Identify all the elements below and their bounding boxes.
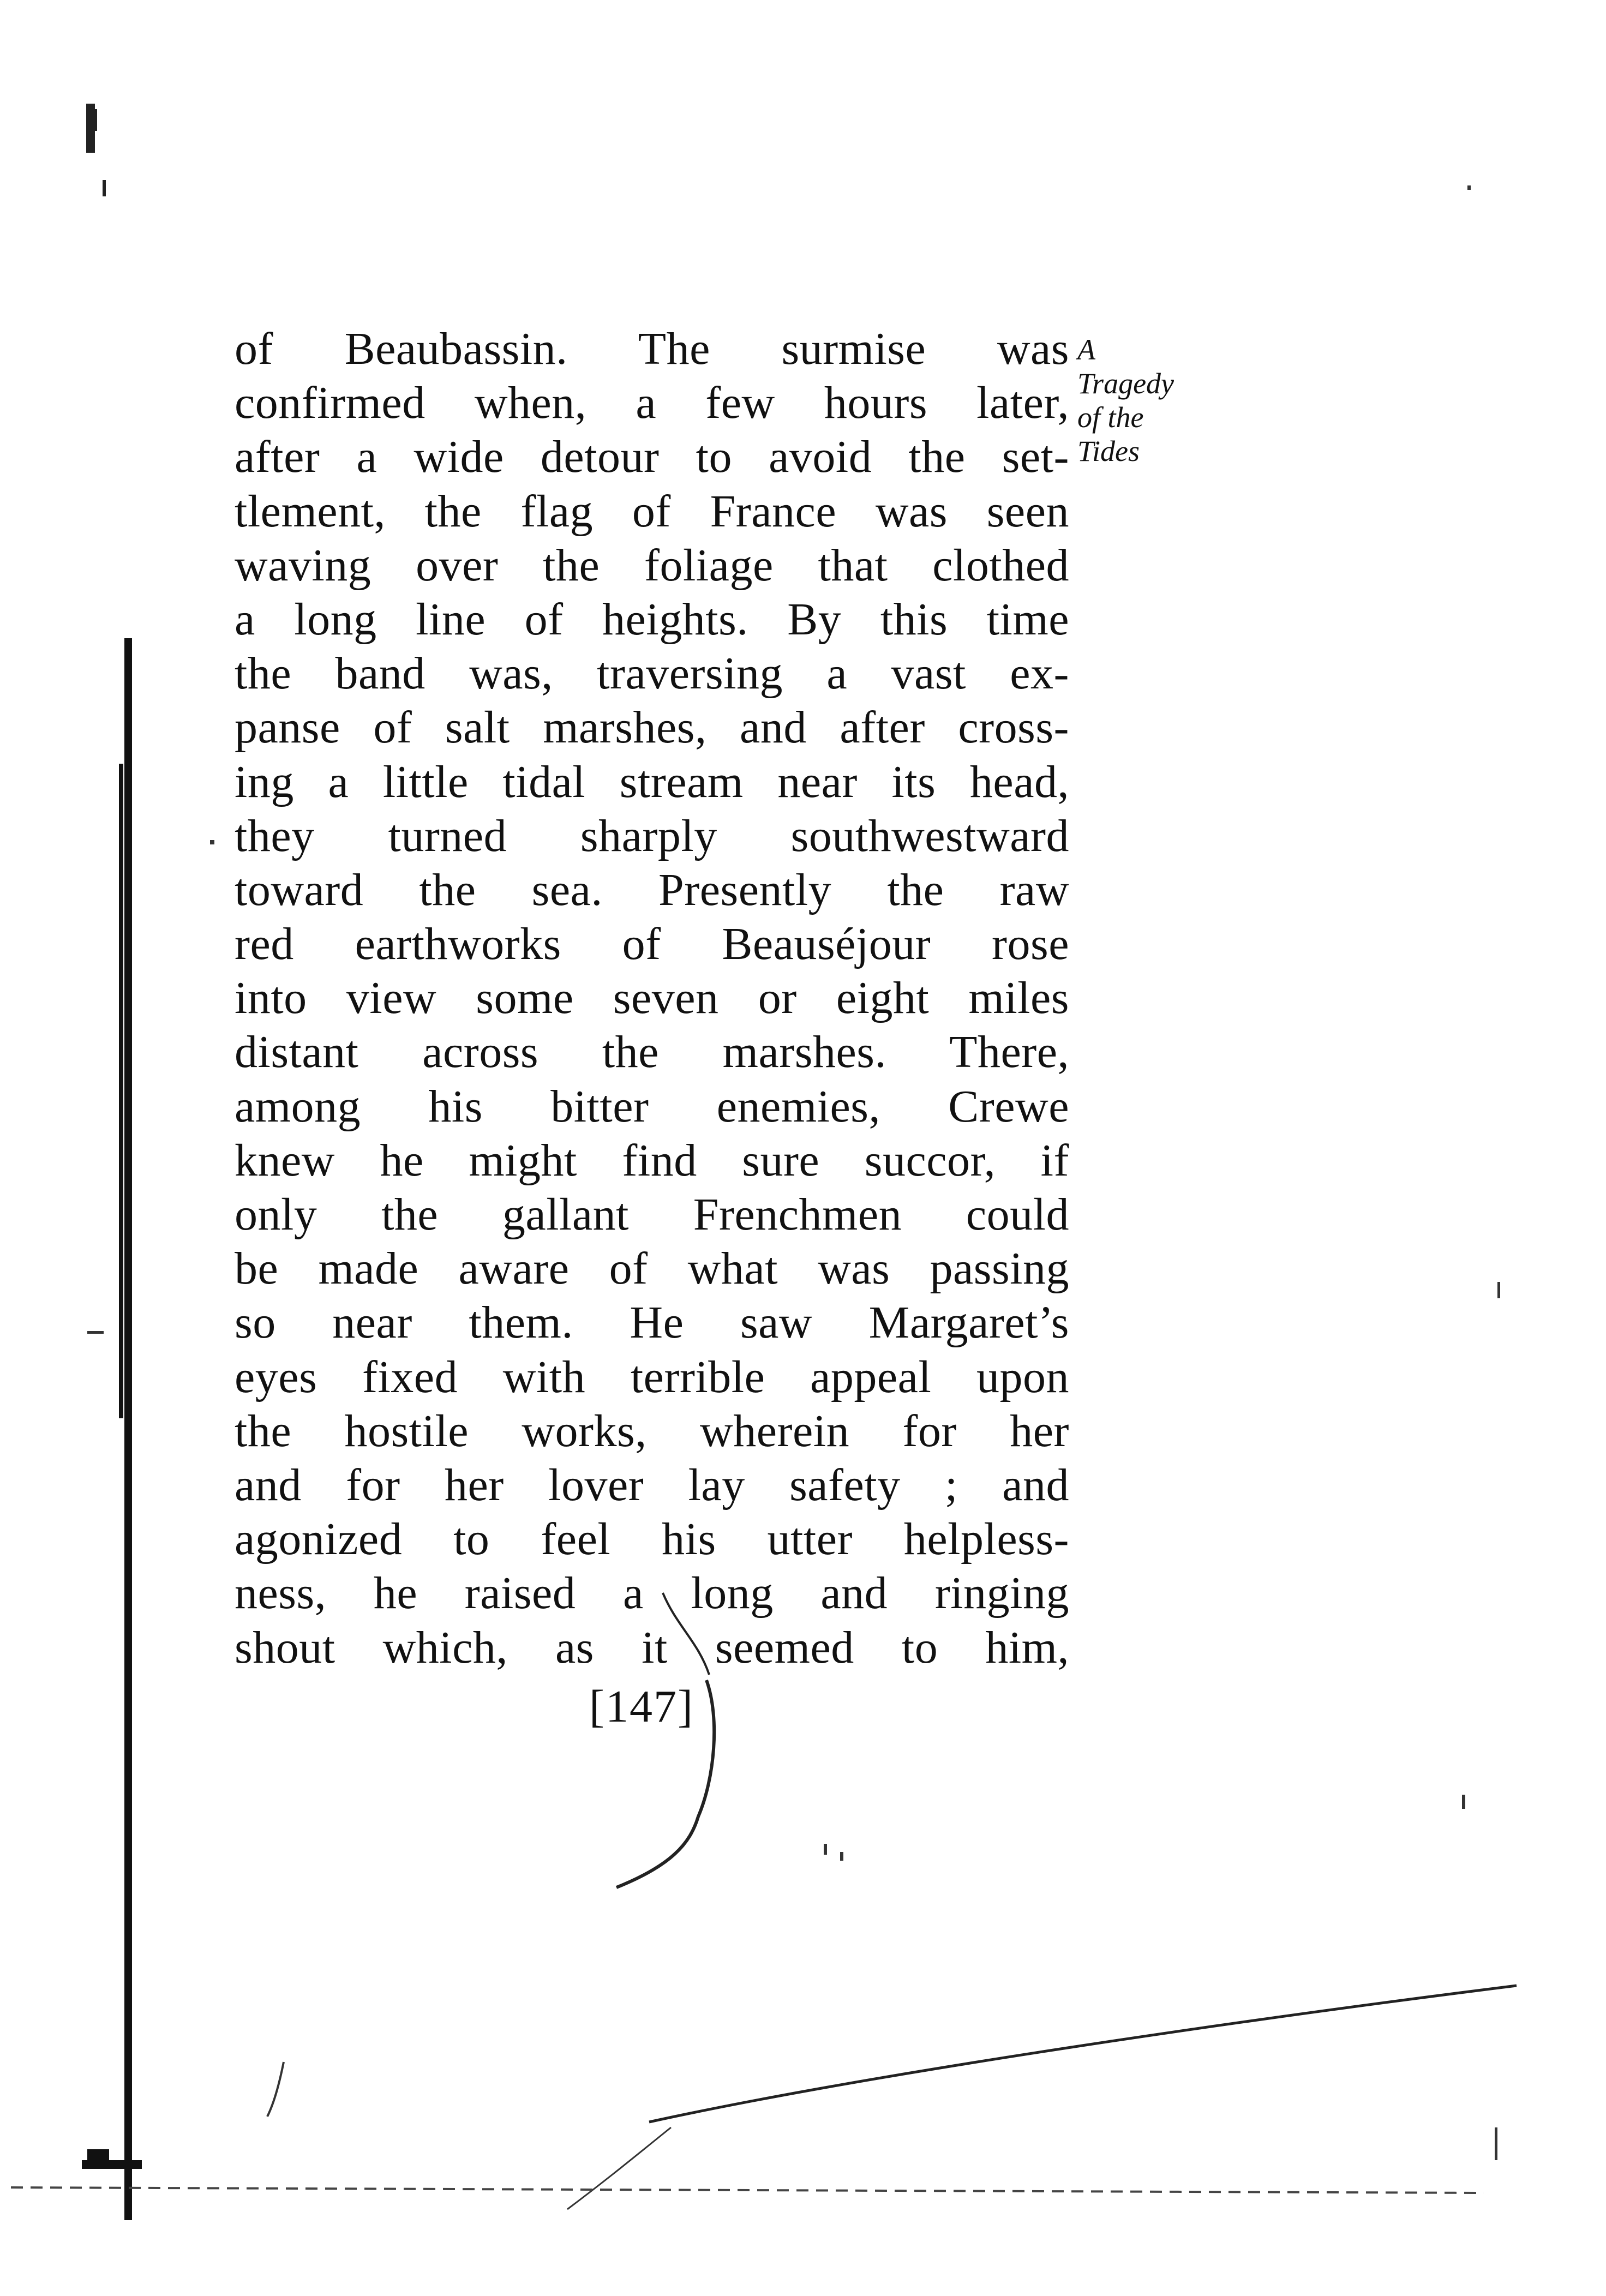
text-line: among his bitter enemies, Crewe	[235, 1081, 1069, 1132]
text-line: tlement, the flag of France was seen	[235, 485, 1069, 537]
text-line: of Beaubassin. The surmise was	[235, 323, 1069, 374]
text-line: the band was, traversing a vast ex-	[235, 648, 1069, 699]
text-line: only the gallant Frenchmen could	[235, 1189, 1069, 1240]
page-number: [147]	[589, 1681, 694, 1732]
text-line: agonized to feel his utter helpless-	[235, 1514, 1069, 1565]
text-line: confirmed when, a few hours later,	[235, 377, 1069, 429]
bottom-edge	[11, 2187, 1484, 2193]
text-line: a long line of heights. By this time	[235, 594, 1069, 645]
text-line: ness, he raised a long and ringing	[235, 1568, 1069, 1619]
side-title-line: Tragedy	[1077, 367, 1174, 400]
text-line: ing a little tidal stream near its head,	[235, 756, 1069, 807]
diagonal-line	[649, 1986, 1517, 2122]
text-line: waving over the foliage that clothed	[235, 539, 1069, 591]
side-title-line: Tides	[1077, 435, 1140, 467]
text-line: distant across the marshes. There,	[235, 1027, 1069, 1078]
text-line: into view some seven or eight miles	[235, 973, 1069, 1024]
body-text	[235, 322, 1069, 1675]
text-line: panse of salt marshes, and after cross-	[235, 702, 1069, 753]
text-line: and for her lover lay safety ; and	[235, 1459, 1069, 1510]
text-line: toward the sea. Presently the raw	[235, 864, 1069, 915]
side-title-line: of the	[1077, 401, 1144, 434]
text-line: shout which, as it seemed to him,	[235, 1622, 1069, 1673]
text-line: after a wide detour to avoid the set-	[235, 431, 1069, 483]
binding-edge	[82, 638, 142, 2220]
corner-marks	[86, 104, 106, 196]
text-line: knew he might find sure succor, if	[235, 1135, 1069, 1186]
text-line: be made aware of what was passing	[235, 1243, 1069, 1294]
text-line: so near them. He saw Margaret’s	[235, 1297, 1069, 1348]
text-line: red earthworks of Beauséjour rose	[235, 919, 1069, 970]
text-line: they turned sharply southwestward	[235, 810, 1069, 861]
text-line: the hostile works, wherein for her	[235, 1405, 1069, 1456]
running-side-title	[1077, 333, 1208, 468]
side-title-line: A	[1077, 333, 1095, 366]
text-line: eyes fixed with terrible appeal upon	[235, 1351, 1069, 1402]
